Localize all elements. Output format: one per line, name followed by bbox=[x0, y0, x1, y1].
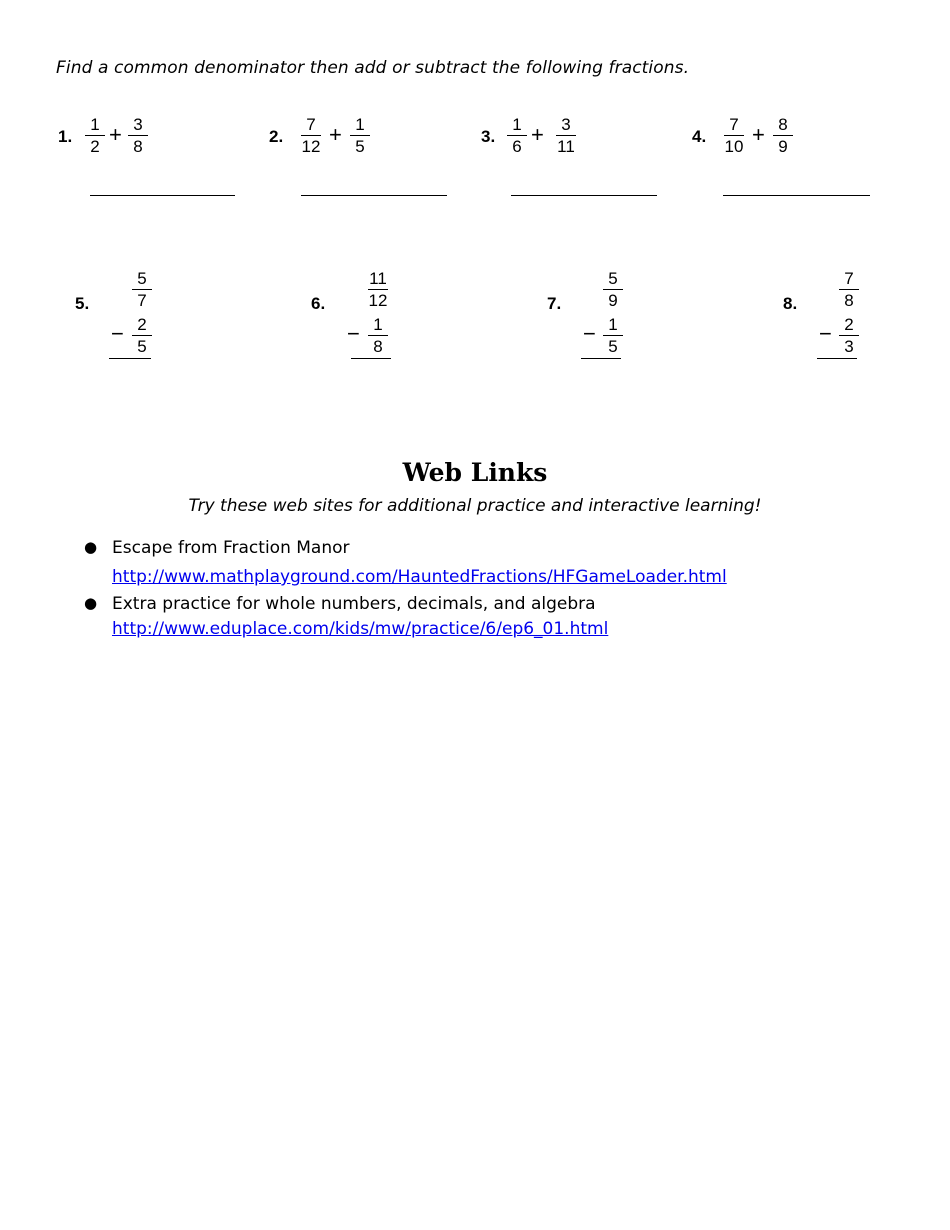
instructions: Find a common denominator then add or subtract the following fractions. bbox=[56, 58, 690, 78]
problem-number: 6. bbox=[311, 294, 326, 313]
fraction-b: 1 5 bbox=[348, 116, 372, 155]
fraction-b: 1 5 bbox=[601, 316, 625, 355]
answer-line-4[interactable] bbox=[723, 195, 870, 196]
plus-sign: + bbox=[531, 122, 544, 147]
fraction-b: 3 11 bbox=[557, 115, 575, 156]
minus-sign: − bbox=[819, 321, 832, 346]
answer-line[interactable] bbox=[351, 358, 391, 359]
problem-number: 5. bbox=[75, 294, 90, 313]
link-url[interactable]: http://www.mathplayground.com/HauntedFractions/HFGameLoader.html bbox=[112, 567, 727, 587]
fraction-b: 2 5 bbox=[130, 316, 154, 355]
answer-line[interactable] bbox=[817, 358, 857, 359]
problem-number: 1. bbox=[58, 127, 73, 146]
answer-line[interactable] bbox=[109, 358, 151, 359]
fraction-b: 2 3 bbox=[837, 316, 861, 355]
bullet-icon: ● bbox=[84, 538, 98, 556]
problem-number: 2. bbox=[269, 127, 284, 146]
fraction-b: 3 8 bbox=[126, 116, 150, 155]
plus-sign: + bbox=[109, 122, 122, 147]
web-links-list bbox=[80, 538, 727, 639]
fraction-a: 7 12 bbox=[301, 115, 321, 156]
fraction-a: 1 6 bbox=[505, 116, 529, 155]
problem-number: 7. bbox=[547, 294, 562, 313]
bullet-icon: ● bbox=[84, 594, 98, 612]
answer-line[interactable] bbox=[581, 358, 621, 359]
link-title: Escape from Fraction Manor bbox=[112, 538, 350, 558]
fraction-a: 1 2 bbox=[83, 116, 107, 155]
fraction-b: 1 8 bbox=[366, 316, 390, 355]
plus-sign: + bbox=[329, 122, 342, 147]
list-item bbox=[80, 594, 727, 639]
fraction-a: 7 10 bbox=[724, 115, 744, 156]
web-links-heading: Web Links bbox=[402, 458, 548, 487]
answer-line-3[interactable] bbox=[511, 195, 657, 196]
fraction-a: 5 9 bbox=[601, 270, 625, 309]
problem-number: 4. bbox=[692, 127, 707, 146]
list-item bbox=[80, 538, 727, 594]
answer-line-1[interactable] bbox=[90, 195, 235, 196]
plus-sign: + bbox=[752, 122, 765, 147]
minus-sign: − bbox=[347, 321, 360, 346]
problem-number: 3. bbox=[481, 127, 496, 146]
link-title: Extra practice for whole numbers, decimals, and algebra bbox=[112, 594, 596, 614]
web-links-subheading: Try these web sites for additional practice and interactive learning! bbox=[188, 496, 762, 516]
problem-number: 8. bbox=[783, 294, 798, 313]
fraction-a: 5 7 bbox=[130, 270, 154, 309]
link-url[interactable]: http://www.eduplace.com/kids/mw/practice/6/ep6_01.html bbox=[112, 619, 609, 639]
minus-sign: − bbox=[583, 321, 596, 346]
answer-line-2[interactable] bbox=[301, 195, 447, 196]
minus-sign: − bbox=[111, 321, 124, 346]
fraction-b: 8 9 bbox=[771, 116, 795, 155]
fraction-a: 11 12 bbox=[368, 269, 388, 310]
fraction-a: 7 8 bbox=[837, 270, 861, 309]
